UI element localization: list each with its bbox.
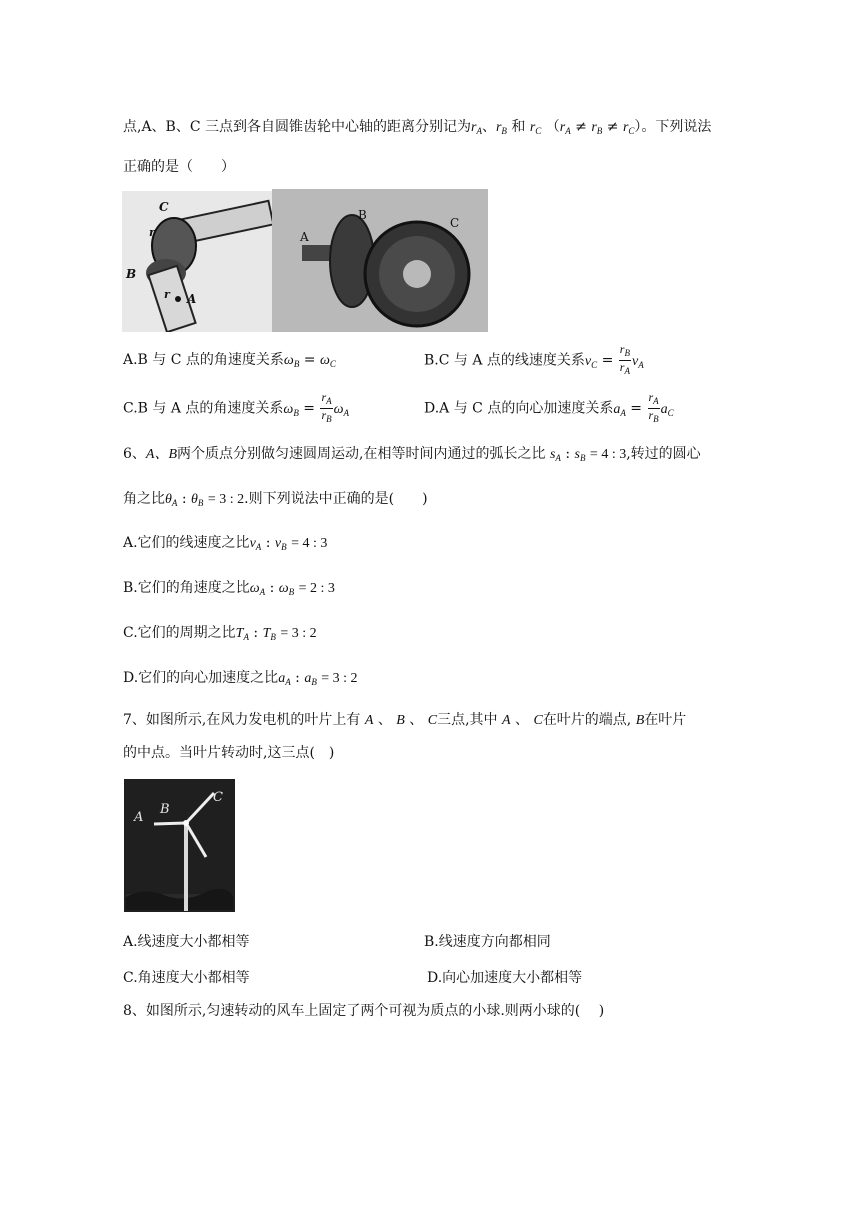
fig-label-ra: r <box>164 288 170 301</box>
q5-option-d: D.A 与 C 点的向心加速度关系$a_A$ = $\frac{r_A}{r_B}$ $a_C$ <box>424 390 674 424</box>
q5-option-b: B.C 与 A 点的线速度关系$v_C$ = $\frac{r_B}{r_A}$ $v_A$ <box>424 342 644 376</box>
q7-stem-line2: 的中点。当叶片转动时,这三点( ) <box>123 745 335 761</box>
bevel-gear-sketch-figure <box>122 191 272 332</box>
q7-stem-line1: 7、如图所示,在风力发电机的叶片上有 A 、 B 、 C三点,其中 A 、 C在叶片的端点, B在叶片 <box>123 712 687 728</box>
q7-option-d: D.向心加速度大小都相等 <box>427 970 583 986</box>
fig-label-rc: r <box>149 226 155 239</box>
q5-option-c: C.B 与 A 点的角速度关系$\omega_B$ = $\frac{r_A}{r_B}$ $\omega_A$ <box>123 390 350 424</box>
fig-label-c: C <box>159 200 169 214</box>
photo-label-a: A <box>300 230 309 244</box>
q7-option-c: C.角速度大小都相等 <box>123 970 250 986</box>
fig-label-a: A <box>187 292 197 306</box>
q8-stem-line1: 8、如图所示,匀速转动的风车上固定了两个可视为质点的小球.则两小球的( ) <box>123 1003 605 1019</box>
q7-option-b: B.线速度方向都相同 <box>424 934 551 950</box>
bevel-gear-photo-figure <box>272 189 488 332</box>
q5-stem-line1: 点,A、B、C 三点到各自圆锥齿轮中心轴的距离分别记为$r_A$、$r_B$ 和 $r_C$ $(r_A \ne r_B \ne r_C)$。下列说法 <box>123 119 712 136</box>
q6-option-a: A.它们的线速度之比$v_A$ : $v_B = 4$ : 3 <box>123 535 328 552</box>
q5-stem-line2: 正确的是（ ） <box>123 159 235 175</box>
q6-stem-line2: 角之比$\theta_A$ : $\theta_B = 3$ : 2.则下列说法中正确的是( ) <box>123 491 428 508</box>
fig-label-b: B <box>126 267 137 281</box>
q7-option-a: A.线速度大小都相等 <box>123 934 250 950</box>
q6-option-c: C.它们的周期之比$T_A$ : $T_B = 3$ : 2 <box>123 625 317 642</box>
q6-option-d: D.它们的向心加速度之比$a_A$ : $a_B = 3$ : 2 <box>123 670 358 687</box>
photo-label-c: C <box>450 216 460 230</box>
turbine-label-c: C <box>213 790 223 805</box>
photo-label-b: B <box>358 208 367 222</box>
q5-option-a: A.B 与 C 点的角速度关系$\omega_B = \omega_C$ <box>123 352 336 369</box>
q6-stem-line1: 6、A、B两个质点分别做匀速圆周运动,在相等时间内通过的弧长之比 $s_A$ : $s_B = 4$ : 3,转过的圆心 <box>123 446 701 463</box>
wind-turbine-figure <box>124 779 235 912</box>
q6-option-b: B.它们的角速度之比$\omega_A$ : $\omega_B = 2$ : 3 <box>123 580 335 597</box>
turbine-label-b: B <box>160 802 170 817</box>
turbine-label-a: A <box>134 810 144 825</box>
